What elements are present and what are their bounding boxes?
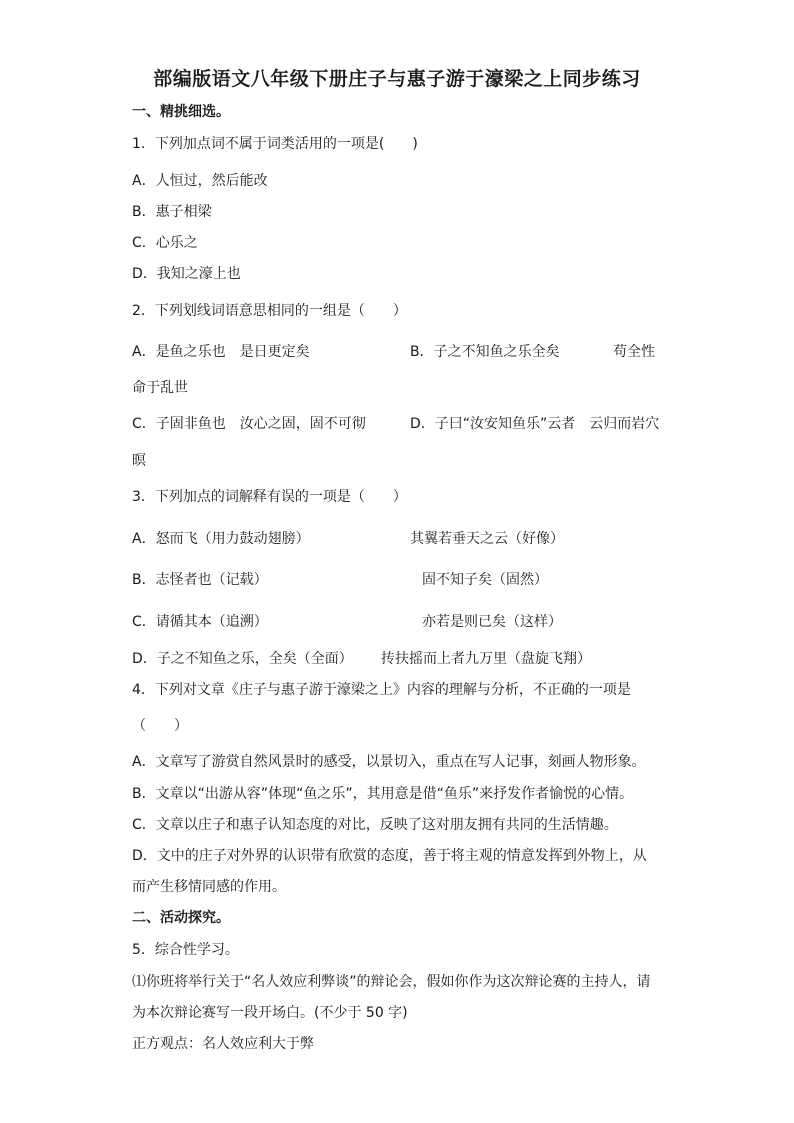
question-4-option-a: A．文章写了游赏自然风景时的感受，以景切入，重点在写人记事，刻画人物形象。 bbox=[132, 754, 646, 770]
question-3-option-d: D．子之不知鱼之乐，全矣（全面） bbox=[132, 651, 353, 667]
section-heading-1: 一、精挑细选。 bbox=[132, 104, 230, 120]
question-1-stem: 1．下列加点词不属于词类活用的一项是( ) bbox=[132, 136, 418, 152]
question-2-option-b-wrap: 命于乱世 bbox=[132, 380, 188, 396]
question-3-option-c-second: 亦若是则已矣（这样） bbox=[422, 614, 562, 630]
question-5-affirmative-view: 正方观点：名人效应利大于弊 bbox=[132, 1036, 314, 1052]
question-3-option-d-second: 抟扶摇而上者九万里（盘旋飞翔） bbox=[381, 651, 591, 667]
question-5-part-1-wrap: 为本次辩论赛写一段开场白。(不少于 50 字) bbox=[132, 1005, 408, 1021]
question-1-option-c: C．心乐之 bbox=[132, 235, 198, 251]
question-1-option-b: B．惠子相梁 bbox=[132, 204, 212, 220]
question-5-stem: 5．综合性学习。 bbox=[132, 942, 239, 958]
question-1-option-d: D．我知之濠上也 bbox=[132, 266, 241, 282]
question-4-option-d: D．文中的庄子对外界的认识带有欣赏的态度，善于将主观的情意发挥到外物上，从 bbox=[132, 848, 647, 864]
question-2-option-b-cont: 苟全性 bbox=[613, 344, 655, 360]
question-3-option-b-second: 固不知子矣（固然） bbox=[422, 572, 548, 588]
question-3-option-c: C．请循其本（追溯） bbox=[132, 614, 268, 630]
question-2-stem: 2．下列划线词语意思相同的一组是（ ） bbox=[132, 303, 407, 319]
question-4-stem-paren: （ ） bbox=[132, 718, 188, 734]
question-2-option-c: C．子固非鱼也 汝心之固，固不可彻 bbox=[132, 416, 366, 432]
question-2-option-d: D．子曰“汝安知鱼乐”云者 云归而岩穴 bbox=[410, 416, 660, 432]
question-3-option-a: A．怒而飞（用力鼓动翅膀） bbox=[132, 531, 310, 547]
question-3-stem: 3．下列加点的词解释有误的一项是（ ） bbox=[132, 489, 407, 505]
page-title: 部编版语文八年级下册庄子与惠子游于濠梁之上同步练习 bbox=[153, 68, 641, 90]
question-2-option-a: A．是鱼之乐也 是日更定矣 bbox=[132, 344, 310, 360]
question-1-option-a: A．人恒过，然后能改 bbox=[132, 173, 268, 189]
section-heading-2: 二、活动探究。 bbox=[132, 910, 230, 926]
question-3-option-a-second: 其翼若垂天之云（好像） bbox=[410, 531, 564, 547]
question-2-option-b: B．子之不知鱼之乐全矣 bbox=[410, 344, 560, 360]
question-4-option-b: B．文章以“出游从容”体现“鱼之乐”，其用意是借“鱼乐”来抒发作者愉悦的心情。 bbox=[132, 786, 634, 802]
question-4-option-c: C．文章以庄子和惠子认知态度的对比，反映了这对朋友拥有共同的生活情趣。 bbox=[132, 817, 618, 833]
question-4-option-d-wrap: 而产生移情同感的作用。 bbox=[132, 879, 286, 895]
question-3-option-b: B．志怪者也（记载） bbox=[132, 572, 268, 588]
question-2-option-d-wrap: 暝 bbox=[132, 453, 146, 469]
question-4-stem: 4．下列对文章《庄子与惠子游于濠梁之上》内容的理解与分析，不正确的一项是 bbox=[132, 682, 631, 698]
question-5-part-1: ⑴你班将举行关于“名人效应利弊谈”的辩论会，假如你作为这次辩论赛的主持人，请 bbox=[132, 974, 651, 990]
